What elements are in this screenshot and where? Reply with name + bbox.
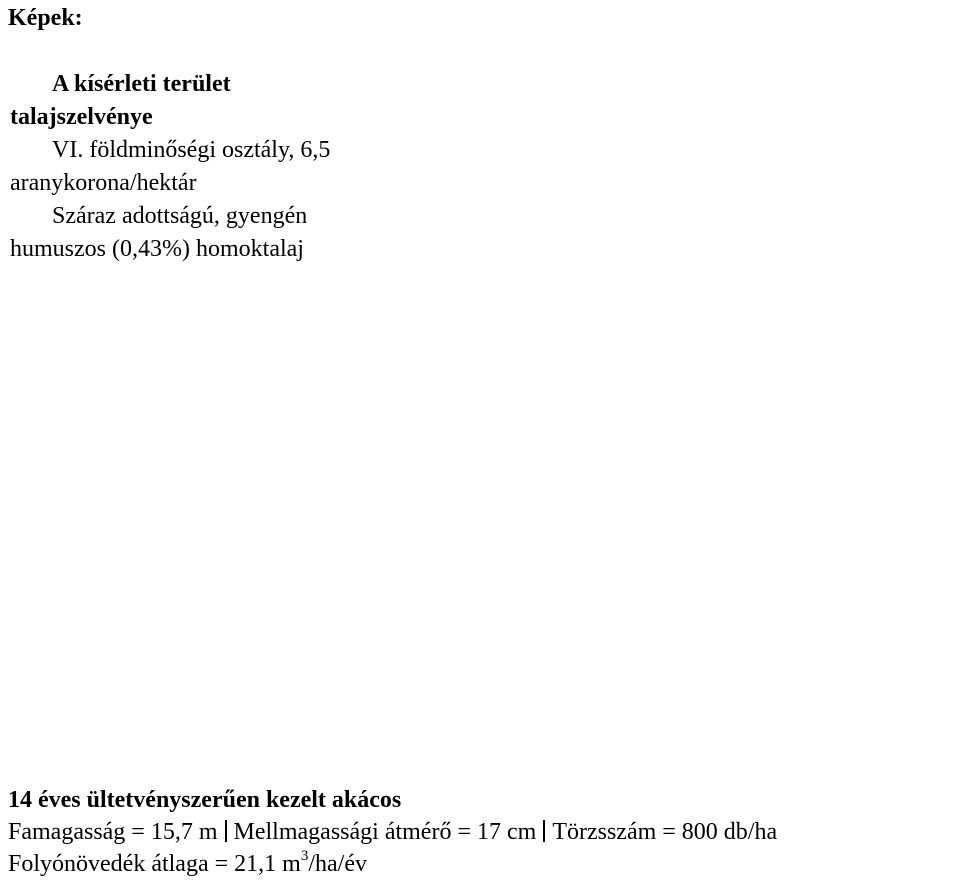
soil-quality-line2: aranykorona/hektár — [10, 170, 197, 196]
acacia-stand-title: 14 éves ültetvényszerűen kezelt akácos — [8, 787, 402, 813]
separator-bar — [225, 820, 227, 842]
page-heading: Képek: — [8, 5, 83, 31]
soil-description-line1 — [10, 200, 410, 233]
annual-increment-exponent: 3 — [300, 848, 309, 864]
soil-quality-line1 — [10, 134, 410, 167]
breast-height-diameter: Mellmagassági átmérő = 17 cm — [233, 819, 537, 845]
annual-increment-prefix: Folyónövedék átlaga = 21,1 m — [8, 851, 301, 877]
separator-bar — [543, 820, 545, 842]
soil-profile-title-line2: talajszelvénye — [10, 104, 153, 130]
tree-height: Famagasság = 15,7 m — [8, 819, 218, 845]
acacia-stand-measurements — [8, 816, 777, 848]
soil-profile-title-text1: A kísérleti terület — [52, 71, 231, 97]
soil-profile-title-line1 — [10, 68, 410, 101]
acacia-stand-caption — [8, 784, 777, 880]
stem-count: Törzsszám = 800 db/ha — [552, 819, 778, 845]
soil-description-line2: humuszos (0,43%) homoktalaj — [10, 236, 304, 262]
soil-quality-text1: VI. földminőségi osztály, 6,5 — [52, 137, 331, 163]
soil-profile-caption — [10, 68, 410, 266]
annual-increment-suffix: /ha/év — [308, 851, 367, 877]
soil-description-text1: Száraz adottságú, gyengén — [52, 203, 308, 229]
annual-increment — [8, 848, 777, 880]
